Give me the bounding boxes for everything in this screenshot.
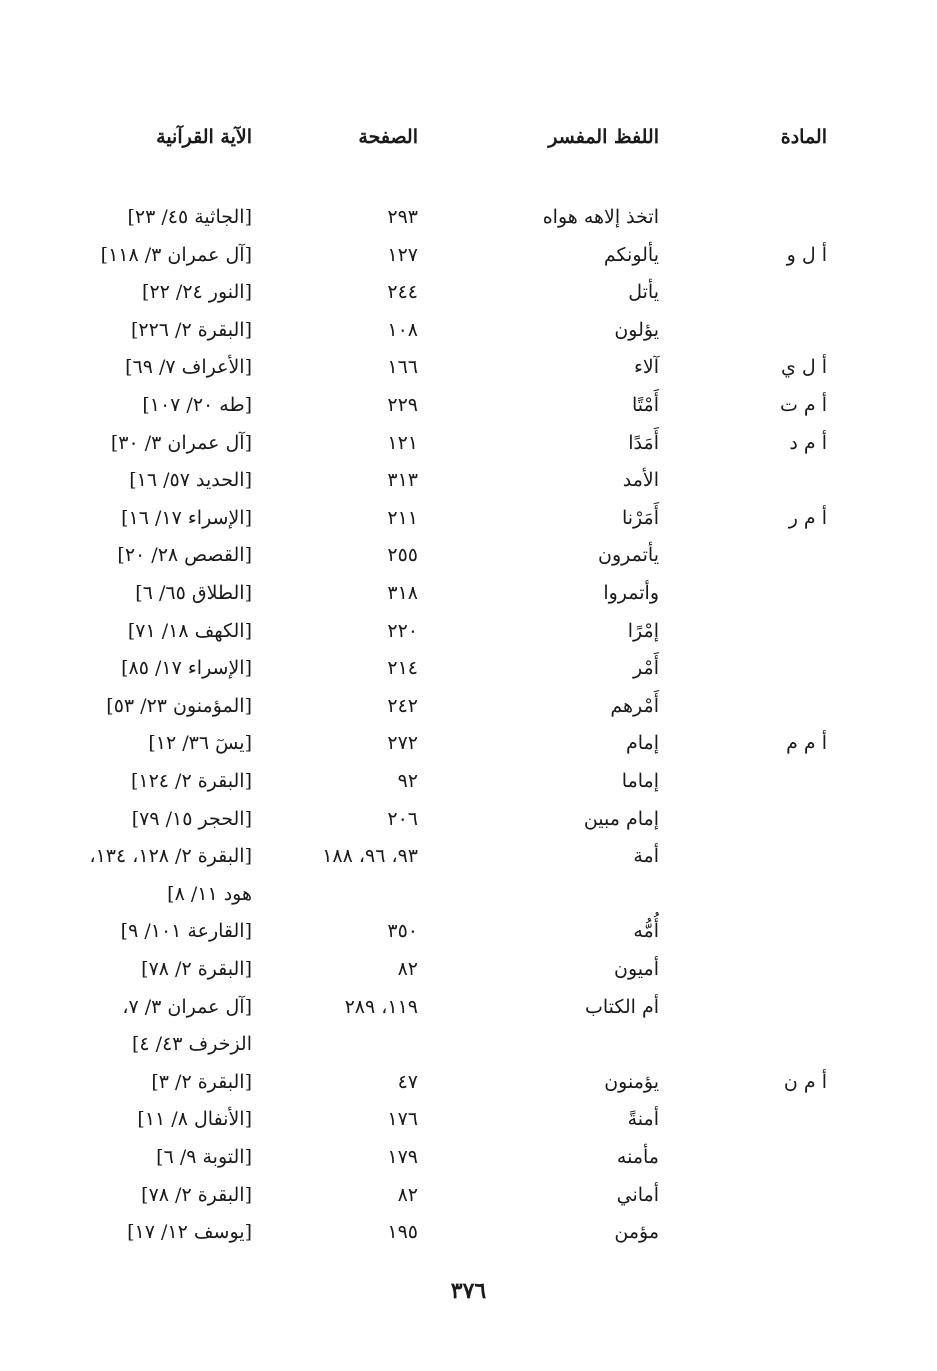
cell-verse: هود ١١/ ٨] [167,882,252,905]
cell-page: ٢٤٢ [387,694,418,717]
cell-page: ١٦٦ [387,356,418,379]
cell-verse: الزخرف ٤٣/ ٤] [131,1033,252,1056]
table-row [0,654,937,692]
table-row [0,391,937,429]
table-row [0,617,937,655]
cell-verse: [البقرة ٢/ ٣] [151,1070,252,1093]
cell-root: أ ل و [786,243,827,266]
table-row [0,842,937,880]
table-row [0,1068,937,1106]
table-row [0,767,937,805]
header-root: المادة [780,126,827,148]
cell-page: ٢٤٤ [387,281,418,304]
cell-page: ٩٢ [397,770,418,792]
cell-page: ٢٧٢ [387,732,418,755]
table-row [0,241,937,279]
cell-verse: [الإسراء ١٧/ ١٦] [121,506,252,529]
table-row [0,203,937,241]
cell-verse: [الكهف ١٨/ ٧١] [127,619,252,642]
cell-verse: [القارعة ١٠١/ ٩] [120,920,252,943]
table-row [0,579,937,617]
cell-word: أَمْر [633,657,659,680]
table-row [0,429,937,467]
cell-word: أَمْتًا [632,394,659,416]
cell-verse: [الحديد ٥٧/ ١٦] [129,469,252,492]
cell-word: أَمَدًا [628,431,659,454]
header-word: اللفظ المفسر [548,126,659,148]
cell-word: أُمُّه [633,920,659,943]
cell-word: إمام [625,732,659,755]
cell-verse: [المؤمنون ٢٣/ ٥٣] [106,694,252,717]
cell-word: إماما [621,770,659,792]
table-row [0,278,937,316]
table-row [0,1181,937,1219]
cell-word: أَمَرْنا [621,506,659,529]
cell-root: أ م ت [779,394,827,416]
cell-verse: [الإسراء ١٧/ ٨٥] [121,657,252,680]
cell-page: ٩٣، ٩٦، ١٨٨ [322,845,418,868]
cell-page: ١٩٥ [387,1221,418,1244]
header-page: الصفحة [358,126,418,148]
cell-verse: [البقرة ٢/ ١٢٤] [130,770,252,792]
cell-page: ٢٠٦ [387,807,418,830]
cell-page: ٢٢٠ [387,619,418,642]
header-verse: الآية القرآنية [156,126,252,148]
cell-word: مؤمن [614,1221,659,1244]
cell-root: أ م ن [783,1070,827,1093]
cell-page: ٤٧ [397,1070,418,1093]
table-row [0,993,937,1031]
table-row [0,955,937,993]
table-row [0,1218,937,1256]
cell-word: يألونكم [603,243,659,266]
cell-word: وأتمروا [603,582,659,604]
table-row [0,1030,937,1068]
cell-verse: [التوبة ٩/ ٦] [156,1146,252,1168]
table-row [0,917,937,955]
cell-page: ٢٥٥ [387,544,418,567]
cell-word: أماني [616,1183,659,1206]
cell-root: أ م ر [788,506,827,529]
cell-page: ٢٩٣ [387,206,418,228]
table-row [0,1143,937,1181]
table-row [0,504,937,542]
cell-verse: [البقرة ٢/ ٧٨] [141,1183,252,1206]
cell-word: الأمد [622,469,659,492]
cell-word: يأتمرون [598,544,659,567]
cell-word: أم الكتاب [584,995,659,1018]
cell-verse: [يسٓ ٣٦/ ١٢] [148,732,252,755]
table-row [0,353,937,391]
cell-word: آلاء [633,356,659,379]
cell-page: ١٢١ [387,431,418,454]
cell-page: ١٠٨ [387,318,418,341]
table-row [0,729,937,767]
cell-page: ٣٥٠ [387,920,418,943]
cell-root: أ ل ي [780,356,827,379]
cell-verse: [آل عمران ٣/ ٧، [122,995,252,1018]
cell-verse: [البقرة ٢/ ٢٢٦] [130,318,252,341]
cell-verse: [طه ٢٠/ ١٠٧] [142,394,252,416]
cell-word: إمام مبين [583,807,659,830]
table-row [0,692,937,730]
cell-word: يأتل [628,281,659,304]
cell-page: ١٧٩ [387,1146,418,1168]
cell-page: ١١٩، ٢٨٩ [344,995,418,1018]
cell-page: ٣١٨ [387,582,418,604]
cell-verse: [الجاثية ٤٥/ ٢٣] [127,206,252,228]
table-row [0,466,937,504]
cell-page: ١٢٧ [387,243,418,266]
cell-verse: [آل عمران ٣/ ١١٨] [100,243,252,266]
cell-word: أَمْرهم [610,694,659,717]
cell-root: أ م د [789,431,827,454]
cell-verse: [النور ٢٤/ ٢٢] [142,281,252,304]
cell-page: ١٧٦ [387,1108,418,1131]
cell-page: ٢١٤ [387,657,418,680]
table-row [0,805,937,843]
cell-page: ٨٢ [397,1183,418,1206]
cell-root: أ م م [786,732,827,755]
table-row [0,1105,937,1143]
cell-page: ٢٢٩ [387,394,418,416]
cell-page: ٣١٣ [387,469,418,492]
cell-verse: [القصص ٢٨/ ٢٠] [117,544,252,567]
cell-page: ٨٢ [397,958,418,980]
cell-verse: [آل عمران ٣/ ٣٠] [110,431,252,454]
cell-word: اتخذ إلاهه هواه [542,206,659,228]
cell-word: إمْرًا [627,619,659,642]
cell-word: يؤمنون [604,1070,659,1093]
table-row [0,541,937,579]
cell-word: أمة [633,845,659,868]
page-number: ٣٧٦ [450,1278,487,1304]
cell-verse: [الحجر ١٥/ ٧٩] [131,807,252,830]
cell-word: مأمنه [616,1146,659,1168]
cell-verse: [الأعراف ٧/ ٦٩] [125,356,252,379]
cell-verse: [الأنفال ٨/ ١١] [137,1108,252,1131]
table-row [0,316,937,354]
cell-verse: [البقرة ٢/ ٧٨] [141,958,252,980]
cell-verse: [الطلاق ٦٥/ ٦] [135,582,252,604]
table-row [0,880,937,918]
cell-page: ٢١١ [387,506,418,529]
cell-word: أميون [614,958,659,980]
cell-word: يؤلون [614,318,659,341]
cell-verse: [يوسف ١٢/ ١٧] [127,1221,252,1244]
cell-verse: [البقرة ٢/ ١٢٨، ١٣٤، [89,845,252,868]
cell-word: أمنةً [627,1108,659,1131]
